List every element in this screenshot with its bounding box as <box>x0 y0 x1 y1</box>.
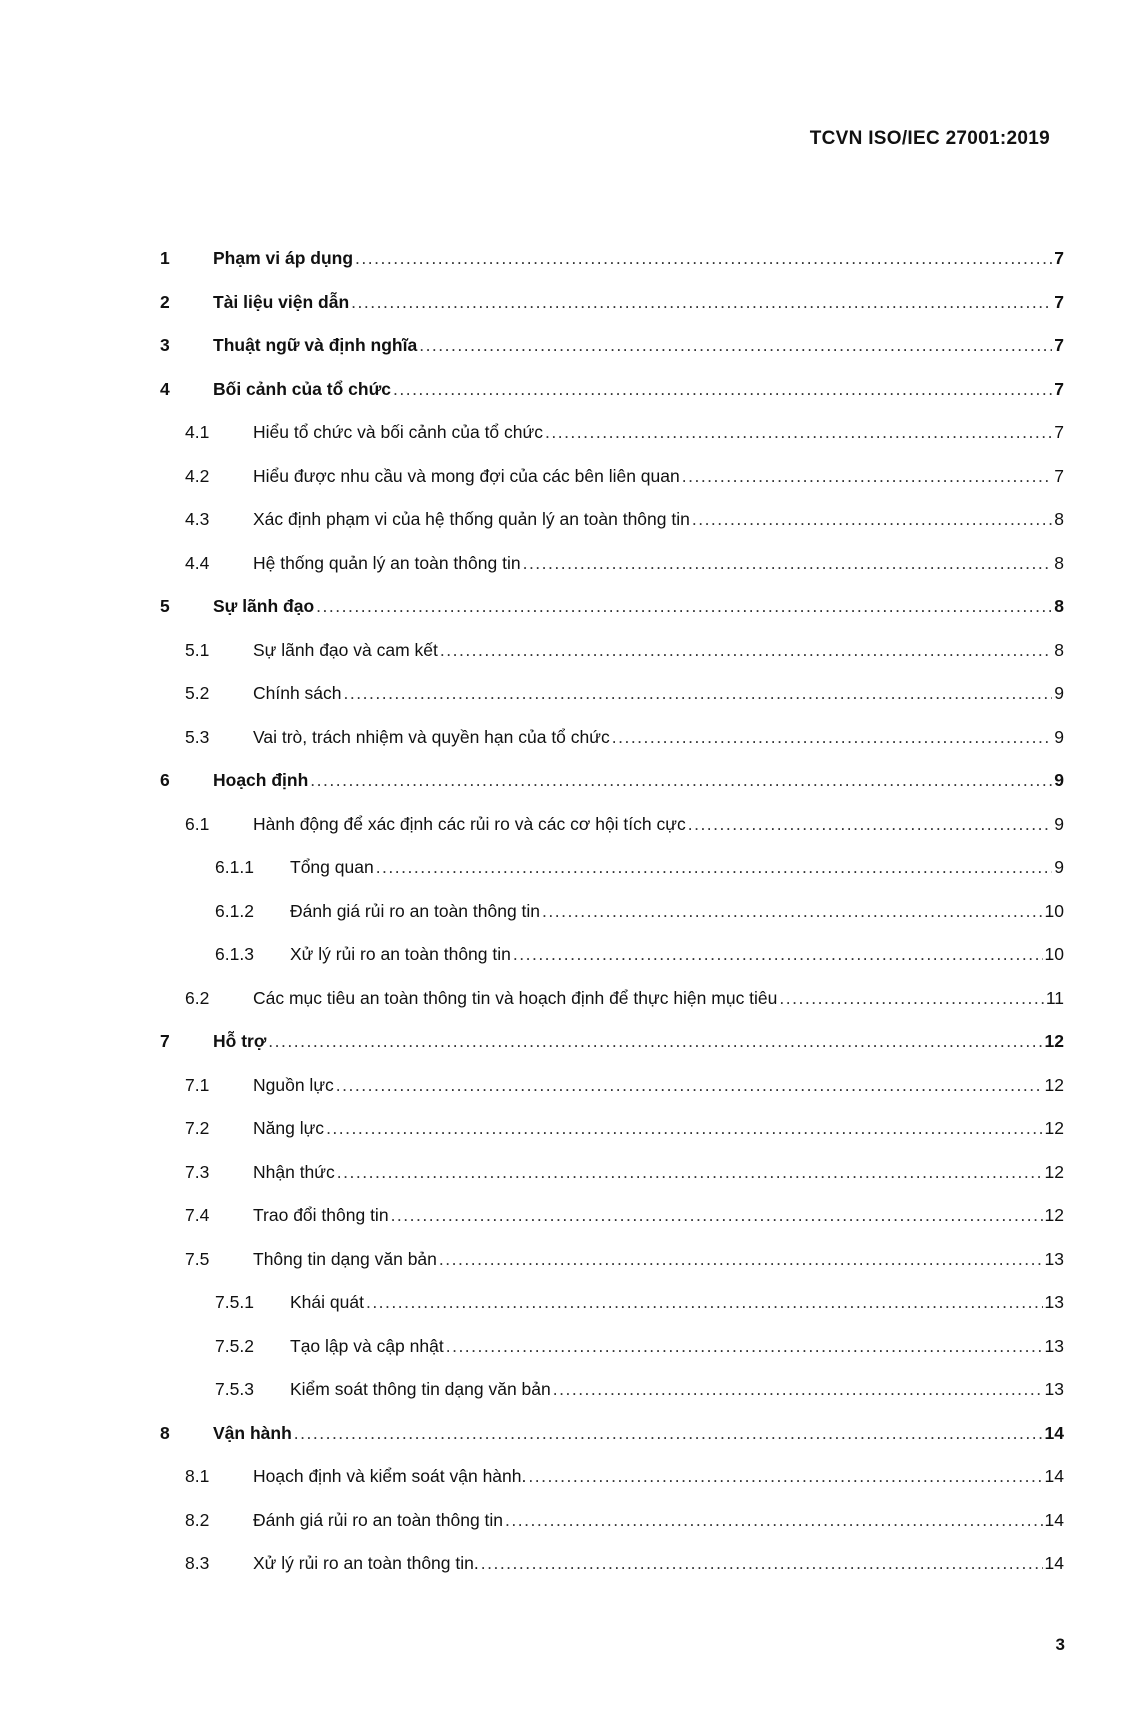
toc-entry[interactable] <box>160 379 1064 423</box>
toc-entry-number: 2 <box>160 291 170 312</box>
toc-entry-title: Nguồn lực <box>253 1074 334 1095</box>
toc-entry-page: 12 <box>1044 1074 1064 1095</box>
toc-entry-title: Khái quát <box>290 1292 364 1312</box>
toc-dot-leader <box>523 553 1053 574</box>
toc-entry-title: Hoạch định và kiểm soát vận hành. <box>253 1466 527 1486</box>
toc-entry-title: Nhận thức <box>253 1161 335 1182</box>
toc-entry-page: 8 <box>1054 552 1064 573</box>
toc-entry[interactable] <box>160 553 1064 597</box>
toc-entry-title: Trao đổi thông tin <box>253 1205 389 1225</box>
toc-entry-number: 4.4 <box>185 552 210 573</box>
toc-entry-title: Tạo lập và cập nhật <box>290 1335 444 1356</box>
toc-entry-title: Năng lực <box>253 1118 325 1138</box>
toc-entry-page: 14 <box>1044 1553 1064 1573</box>
toc-entry-number: 3 <box>160 335 170 355</box>
toc-entry-page: 11 <box>1045 987 1064 1008</box>
toc-entry[interactable] <box>160 466 1064 510</box>
toc-entry[interactable] <box>160 422 1064 466</box>
toc-entry-page: 10 <box>1044 944 1064 964</box>
toc-entry-page: 13 <box>1044 1248 1064 1269</box>
toc-entry-title: Vai trò, trách nhiệm và quyền hạn của tổ chức <box>253 726 610 747</box>
toc-entry-number: 7.4 <box>185 1205 210 1225</box>
toc-entry-title: Sự lãnh đạo và cam kết <box>253 639 438 660</box>
toc-entry-title: Xác định phạm vi của hệ thống quản lý an toàn thông tin <box>253 509 690 529</box>
toc-entry-number: 8 <box>160 1422 170 1443</box>
toc-entry-title: Hiểu tổ chức và bối cảnh của tổ chức <box>253 422 543 442</box>
toc-dot-leader <box>310 770 1052 791</box>
toc-entry[interactable] <box>160 1162 1064 1206</box>
toc-entry-page: 7 <box>1054 291 1064 312</box>
toc-entry-number: 5.3 <box>185 726 210 747</box>
toc-entry-page: 8 <box>1054 639 1064 660</box>
toc-entry-number: 5.1 <box>185 639 210 660</box>
toc-dot-leader <box>366 1292 1043 1313</box>
toc-entry-page: 14 <box>1044 1422 1064 1443</box>
toc-entry-number: 7.5 <box>185 1248 210 1269</box>
toc-entry-page: 13 <box>1044 1379 1064 1399</box>
toc-entry[interactable] <box>160 292 1064 336</box>
toc-entry-page: 8 <box>1054 596 1064 616</box>
toc-dot-leader <box>545 422 1052 443</box>
toc-entry[interactable] <box>160 901 1064 945</box>
toc-entry-title: Hệ thống quản lý an toàn thông tin <box>253 552 521 573</box>
toc-entry-number: 4.3 <box>185 509 210 529</box>
toc-entry-number: 4 <box>160 378 170 399</box>
toc-entry-title: Xử lý rủi ro an toàn thông tin. <box>253 1553 479 1573</box>
toc-dot-leader <box>351 292 1052 313</box>
toc-entry-title: Bối cảnh của tổ chức <box>213 378 391 399</box>
toc-entry-page: 14 <box>1044 1509 1064 1530</box>
toc-entry-number: 8.1 <box>185 1466 210 1486</box>
toc-entry-page: 12 <box>1044 1205 1064 1225</box>
toc-dot-leader <box>553 1379 1043 1400</box>
toc-entry-title: Chính sách <box>253 683 342 703</box>
toc-entry-page: 8 <box>1054 509 1064 529</box>
toc-entry-title: Phạm vi áp dụng <box>213 248 354 268</box>
document-header: TCVN ISO/IEC 27001:2019 <box>809 128 1050 149</box>
toc-entry-title: Tài liệu viện dẫn <box>213 291 350 312</box>
toc-dot-leader <box>692 509 1052 530</box>
toc-dot-leader <box>393 379 1052 400</box>
toc-entry[interactable] <box>160 1292 1064 1336</box>
toc-entry-title: Tổng quan <box>290 857 374 877</box>
toc-entry-page: 12 <box>1044 1118 1064 1138</box>
toc-dot-leader <box>294 1423 1043 1444</box>
toc-entry-title: Thuật ngữ và định nghĩa <box>213 335 418 355</box>
toc-entry[interactable] <box>160 1466 1064 1510</box>
toc-dot-leader <box>336 1075 1043 1096</box>
toc-entry-page: 13 <box>1044 1292 1064 1312</box>
toc-entry-page: 14 <box>1044 1466 1064 1486</box>
toc-entry[interactable] <box>160 1031 1064 1075</box>
toc-entry-title: Kiểm soát thông tin dạng văn bản <box>290 1379 551 1399</box>
toc-dot-leader <box>688 814 1053 835</box>
toc-dot-leader <box>355 248 1052 269</box>
toc-entry[interactable] <box>160 727 1064 771</box>
toc-dot-leader <box>326 1118 1042 1139</box>
toc-entry-title: Sự lãnh đạo <box>213 596 315 616</box>
toc-entry-number: 6 <box>160 770 170 790</box>
toc-dot-leader <box>337 1162 1043 1183</box>
toc-entry-number: 6.1.2 <box>215 900 254 921</box>
toc-entry-number: 1 <box>160 248 170 268</box>
toc-entry-number: 6.1 <box>185 813 210 834</box>
toc-entry-page: 7 <box>1054 378 1064 399</box>
toc-entry-page: 9 <box>1054 683 1064 703</box>
toc-entry-title: Hỗ trợ <box>213 1031 267 1051</box>
toc-entry-page: 9 <box>1054 857 1064 877</box>
toc-entry-number: 7.2 <box>185 1118 210 1138</box>
toc-entry[interactable] <box>160 1553 1064 1597</box>
toc-dot-leader <box>481 1553 1043 1574</box>
toc-entry-page: 7 <box>1054 422 1064 442</box>
page-number: 3 <box>1055 1635 1065 1654</box>
toc-entry-title: Hành động để xác định các rủi ro và các cơ hội tích cực <box>253 813 686 834</box>
toc-entry-title: Đánh giá rủi ro an toàn thông tin <box>290 900 541 921</box>
toc-entry-number: 7 <box>160 1031 170 1051</box>
toc-entry-number: 4.2 <box>185 465 210 486</box>
toc-entry-page: 7 <box>1054 465 1064 486</box>
toc-entry[interactable] <box>160 640 1064 684</box>
toc-entry-title: Các mục tiêu an toàn thông tin và hoạch định để thực hiện mục tiêu <box>253 987 778 1008</box>
toc-dot-leader <box>446 1336 1043 1357</box>
toc-entry[interactable] <box>160 988 1064 1032</box>
toc-entry[interactable] <box>160 1118 1064 1162</box>
toc-entry-title: Hiểu được nhu cầu và mong đợi của các bên liên quan <box>253 465 680 486</box>
table-of-contents <box>160 248 1064 1597</box>
toc-entry[interactable] <box>160 770 1064 814</box>
toc-entry-page: 10 <box>1044 900 1064 921</box>
toc-dot-leader <box>419 335 1052 356</box>
toc-entry-number: 6.1.3 <box>215 944 254 964</box>
toc-entry-number: 7.1 <box>185 1074 210 1095</box>
toc-entry-number: 7.3 <box>185 1161 210 1182</box>
toc-entry-number: 8.2 <box>185 1509 210 1530</box>
toc-entry[interactable] <box>160 248 1064 292</box>
toc-entry-page: 12 <box>1044 1161 1064 1182</box>
toc-entry[interactable] <box>160 1423 1064 1467</box>
toc-entry-number: 7.5.1 <box>215 1292 254 1312</box>
toc-entry[interactable] <box>160 944 1064 988</box>
toc-dot-leader <box>513 944 1043 965</box>
toc-dot-leader <box>440 640 1052 661</box>
toc-entry-number: 5 <box>160 596 170 616</box>
toc-entry[interactable] <box>160 596 1064 640</box>
toc-entry[interactable] <box>160 1510 1064 1554</box>
toc-entry-title: Thông tin dạng văn bản <box>253 1248 437 1269</box>
toc-dot-leader <box>439 1249 1043 1270</box>
toc-dot-leader <box>316 596 1052 617</box>
toc-entry[interactable] <box>160 1379 1064 1423</box>
toc-dot-leader <box>542 901 1042 922</box>
toc-dot-leader <box>505 1510 1042 1531</box>
toc-entry-page: 9 <box>1054 726 1064 747</box>
toc-entry[interactable] <box>160 814 1064 858</box>
toc-entry[interactable] <box>160 1249 1064 1293</box>
toc-dot-leader <box>344 683 1053 704</box>
toc-dot-leader <box>528 1466 1042 1487</box>
toc-entry-page: 7 <box>1054 248 1064 268</box>
toc-entry-title: Hoạch định <box>213 770 309 790</box>
toc-entry-page: 12 <box>1044 1031 1064 1051</box>
toc-entry-number: 7.5.3 <box>215 1379 254 1399</box>
toc-entry-title: Đánh giá rủi ro an toàn thông tin <box>253 1509 504 1530</box>
toc-entry-page: 13 <box>1044 1335 1064 1356</box>
toc-entry-page: 7 <box>1054 335 1064 355</box>
toc-entry[interactable] <box>160 335 1064 379</box>
toc-dot-leader <box>391 1205 1043 1226</box>
toc-entry-title: Vận hành <box>213 1422 292 1443</box>
toc-entry-number: 5.2 <box>185 683 210 703</box>
toc-entry-number: 4.1 <box>185 422 210 442</box>
toc-entry-number: 7.5.2 <box>215 1335 254 1356</box>
toc-dot-leader <box>682 466 1053 487</box>
toc-entry[interactable] <box>160 509 1064 553</box>
toc-entry-page: 9 <box>1054 813 1064 834</box>
toc-dot-leader <box>612 727 1053 748</box>
toc-dot-leader <box>376 857 1053 878</box>
toc-entry[interactable] <box>160 1205 1064 1249</box>
toc-entry[interactable] <box>160 683 1064 727</box>
toc-entry-number: 6.2 <box>185 987 210 1008</box>
toc-dot-leader <box>779 988 1043 1009</box>
toc-dot-leader <box>268 1031 1042 1052</box>
toc-entry[interactable] <box>160 1336 1064 1380</box>
toc-entry-title: Xử lý rủi ro an toàn thông tin <box>290 944 511 964</box>
toc-entry[interactable] <box>160 857 1064 901</box>
toc-entry-number: 6.1.1 <box>215 857 254 877</box>
toc-entry-number: 8.3 <box>185 1553 210 1573</box>
toc-entry-page: 9 <box>1054 770 1064 790</box>
toc-entry[interactable] <box>160 1075 1064 1119</box>
